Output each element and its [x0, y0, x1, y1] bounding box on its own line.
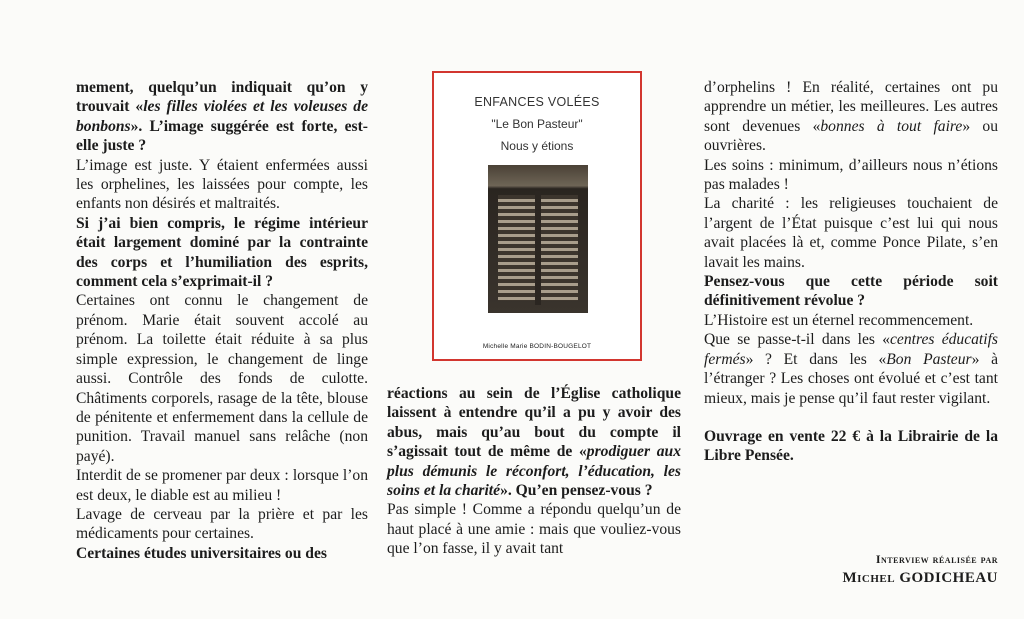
- question-2: Si j’ai bien compris, le régime intérieur était largement dominé par la contrainte des corps et l’humiliation des esprits, comment cela s’exprimait-il ?: [76, 214, 368, 291]
- answer-2b: Interdit de se promener par deux : lorsque l’on est deux, le diable est au milieu !: [76, 467, 368, 504]
- column-right: [704, 78, 998, 466]
- byline-label: Interview réalisée par: [875, 552, 998, 566]
- answer-4b: Que se passe-t-il dans les «centres éducatifs fermés» ? Et dans les «Bon Pasteur» à l’étranger ? Les choses ont évolué et c’est tant mieux, mais je pense qu’il faut rester vigilant.: [704, 331, 999, 407]
- sale-notice: Ouvrage en vente 22 € à la Librairie de la Libre Pensée.: [704, 427, 998, 465]
- book-author: Michelle Marie BODIN-BOUGELOT: [482, 343, 592, 350]
- answer-2c: Lavage de cerveau par la prière et par les médicaments pour certaines.: [76, 505, 368, 543]
- question-4: Pensez-vous que cette période soit définitivement révolue ?: [704, 273, 998, 310]
- window-bar-graphic: [535, 191, 541, 305]
- book-cover-photo: [488, 165, 588, 313]
- column-middle: [387, 384, 681, 559]
- byline-author: Michel GODICHEAU: [842, 570, 998, 586]
- question-3-start: Certaines études universitaires ou des: [76, 544, 327, 562]
- book-title-line-3: Nous y étions: [500, 139, 574, 153]
- book-title-line-1: ENFANCES VOLÉES: [474, 95, 600, 109]
- question-3: réactions au sein de l’Église catholique laissent à entendre qu’il a pu y avoir des abus, mais qu’au bout du compte il s’agissait tout de même de «prodiguer aux plus démunis le réconfort, l’éducation, les soins et la charité». Qu’en pensez-vous ?: [387, 385, 681, 500]
- column-left: [76, 78, 368, 563]
- answer-4: L’Histoire est un éternel recommencement.: [704, 311, 974, 329]
- question-1: mement, quelqu’un indiquait qu’on y trouvait «les filles violées et les voleuses de bonbons». L’image suggérée est forte, est-elle juste ?: [76, 79, 368, 155]
- book-cover-image: [432, 71, 642, 361]
- answer-1: L’image est juste. Y étaient enfermées aussi les orphelines, les laissées pour compte, les enfants non désirés et maltraités.: [76, 156, 368, 213]
- answer-3b: Les soins : minimum, d’ailleurs nous n’étions pas malades !: [704, 156, 998, 194]
- answer-3: Pas simple ! Comme a répondu quelqu’un de haut placé à une amie : mais que vouliez-vous que l’on fasse, il y avait tant: [387, 501, 681, 558]
- answer-3-cont: d’orphelins ! En réalité, certaines ont pu apprendre un métier, les meilleures. Les autres sont devenues «bonnes à tout faire» ou ouvrières.: [704, 79, 998, 155]
- book-title-line-2: "Le Bon Pasteur": [491, 117, 583, 131]
- answer-3c: La charité : les religieuses touchaient de l’argent de l’État puisque c’est lui qui nous avait placées là et, comme Ponce Pilate, s’en lavait les mains.: [704, 195, 998, 271]
- answer-2: Certaines ont connu le changement de prénom. Marie était souvent accolé au prénom. La toilette était réduite à sa plus simple expression, le changement de linge aussi. Contrôle des fonds de culotte. Châtiments corporels, rasage de la tête, blouse de pénitente et enfermement dans la cellule de punition. Travail manuel sans relâche (non payé).: [76, 292, 368, 465]
